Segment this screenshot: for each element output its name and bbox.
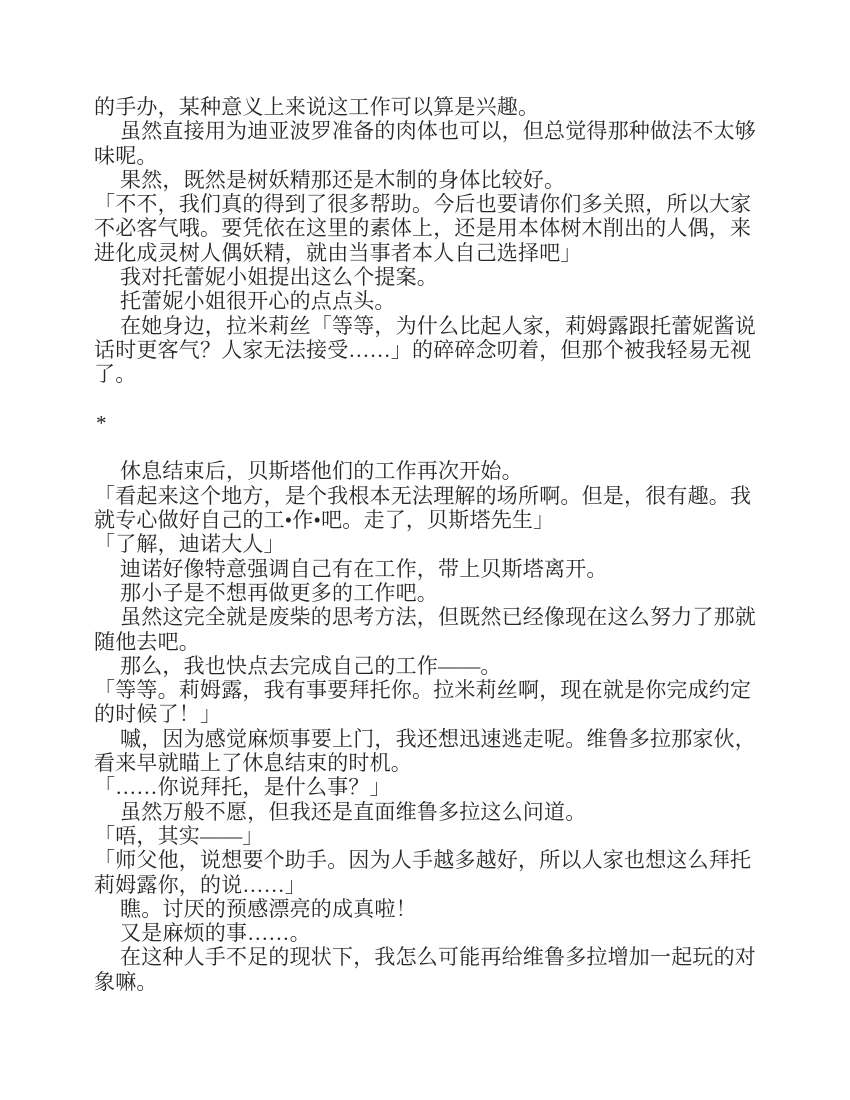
text-line: 我对托蕾妮小姐提出这么个提案。 [120, 265, 438, 290]
text-line: 「不不，我们真的得到了很多帮助。今后也要请你们多关照，所以大家 [94, 192, 752, 217]
text-line: 休息结束后，贝斯塔他们的工作再次开始。 [120, 459, 523, 484]
text-line: 进化成灵树人偶妖精，就由当事者本人自己选择吧」 [94, 240, 582, 265]
text-line: 「……你说拜托，是什么事？」 [94, 775, 391, 800]
text-line: 「看起来这个地方，是个我根本无法理解的场所啊。但是，很有趣。我 [94, 483, 752, 508]
text-line: 迪诺好像特意强调自己有在工作，带上贝斯塔离开。 [120, 556, 608, 581]
text-block [94, 95, 762, 994]
text-line: 了。 [94, 362, 137, 387]
text-line: 「师父他，说想要个助手。因为人手越多越好，所以人家也想这么拜托 [94, 848, 752, 873]
text-line: 「了解，迪诺大人」 [94, 532, 285, 557]
text-line: 象嘛。 [94, 969, 158, 994]
blank-line [94, 435, 762, 459]
text-line: 的时候了！」 [94, 702, 222, 727]
text-line: 在她身边，拉米莉丝「等等，为什么比起人家，莉姆露跟托蕾妮酱说 [120, 313, 756, 338]
text-line: 味呢。 [94, 143, 158, 168]
section-separator: * [96, 410, 107, 435]
text-line: 那么，我也快点去完成自己的工作——。 [120, 653, 502, 678]
text-line: 那小子是不想再做更多的工作吧。 [120, 580, 438, 605]
text-line: 「唔，其实——」 [94, 823, 264, 848]
blank-line [94, 387, 762, 411]
text-line: 「等等。莉姆露，我有事要拜托你。拉米莉丝啊，现在就是你完成约定 [94, 678, 752, 703]
text-line: 在这种人手不足的现状下，我怎么可能再给维鲁多拉增加一起玩的对 [120, 945, 756, 970]
text-line: 不必客气哦。要凭依在这里的素体上，还是用本体树木削出的人偶，来 [94, 216, 752, 241]
text-line: 就专心做好自己的工•作•吧。走了，贝斯塔先生」 [94, 508, 555, 533]
text-line: 嘁，因为感觉麻烦事要上门，我还想迅速逃走呢。维鲁多拉那家伙， [120, 726, 756, 751]
text-line: 托蕾妮小姐很开心的点点头。 [120, 289, 396, 314]
text-line: 的手办，某种意义上来说这工作可以算是兴趣。 [94, 95, 540, 119]
text-line: 虽然直接用为迪亚波罗准备的肉体也可以，但总觉得那种做法不太够 [120, 119, 756, 144]
text-line: 话时更客气？人家无法接受……」的碎碎念叨着，但那个被我轻易无视 [94, 337, 752, 362]
text-line: 又是麻烦的事……。 [120, 921, 311, 946]
text-line: 瞧。讨厌的预感漂亮的成真啦！ [120, 896, 417, 921]
text-line: 随他去吧。 [94, 629, 200, 654]
text-line: 果然，既然是树妖精那还是木制的身体比较好。 [120, 167, 566, 192]
text-line: 虽然万般不愿，但我还是直面维鲁多拉这么问道。 [120, 799, 587, 824]
text-line: 莉姆露你，的说……」 [94, 872, 306, 897]
text-line: 虽然这完全就是废柴的思考方法，但既然已经像现在这么努力了那就 [120, 605, 756, 630]
text-line: 看来早就瞄上了休息结束的时机。 [94, 751, 412, 776]
